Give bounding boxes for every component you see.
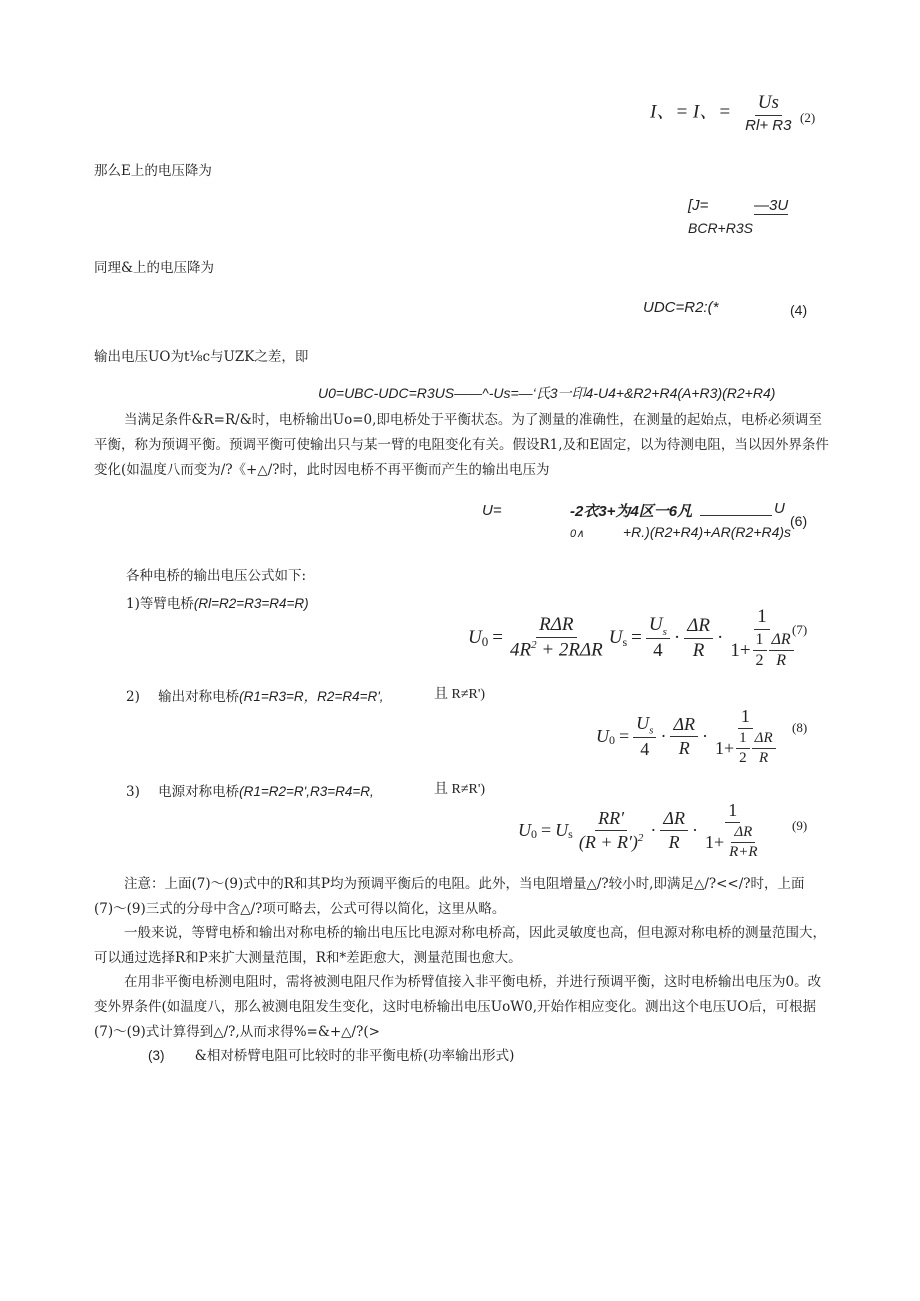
eq3-top-right: —3U bbox=[754, 197, 789, 214]
equation-8: U 0 = $\frac{U_s}{4}$ · $\frac{\Delta R}{R}$ · 1 1+ $\frac{1}{2}$ $\frac{\Delta R}{R}$ bbox=[596, 706, 779, 767]
item3-condition-2: 且 R≠R') bbox=[434, 782, 486, 797]
item2-condition: (R1=R3=R，R2=R4=R', bbox=[239, 689, 384, 704]
eq6-top: -2衣3+为4区一6凡 bbox=[570, 503, 693, 520]
eq8-number: (8) bbox=[792, 720, 808, 735]
section-3-heading bbox=[148, 1044, 514, 1064]
item3-num: 3) bbox=[126, 784, 140, 800]
eq9-number: (9) bbox=[792, 818, 808, 833]
paragraph-balance: 当满足条件&R=R/&时，电桥输出Uo=0,即电桥处于平衡状态。为了测量的准确性，在测量的起始点，电桥必须调至平衡，称为预调平衡。预调平衡可使输出只与某一臂的电阻变化有关。假设R1,及和E固定，以为待测电阻，当以因外界条件变化(如温度八而变为/?《+△/?时，此时因电桥不再平衡而产生的输出电压为 bbox=[94, 412, 829, 478]
eq7-number: (7) bbox=[792, 622, 808, 637]
section-3-title: &相对桥臂电阻可比较时的非平衡电桥(功率输出形式) bbox=[194, 1048, 515, 1064]
section-3-number: (3) bbox=[148, 1048, 165, 1063]
item-source-symmetric-bridge bbox=[126, 780, 374, 800]
text-voltage-drop-amp: 同理&上的电压降为 bbox=[94, 260, 215, 276]
eq6-bottom-left: 0∧ bbox=[570, 528, 585, 540]
equation-7: U 0 = $\frac{\text{RΔR}}{4R^2 + 2R\Delta R}$ U s = $\frac{U_s}{4}$ · $\frac{\Delta R}{R}$ · 1 1+ $\frac{1}{2}$ $\frac{\Delta R}{R}$ bbox=[468, 606, 797, 670]
item-output-symmetric-bridge bbox=[126, 685, 384, 705]
eq6-fraction-line bbox=[700, 515, 772, 516]
item2-condition-2: 且 R≠R') bbox=[434, 687, 486, 702]
item1-condition: (Rl=R2=R3=R4=R) bbox=[193, 596, 309, 611]
item-equal-arm-bridge bbox=[126, 592, 309, 612]
text-bridge-formulas: 各种电桥的输出电压公式如下: bbox=[126, 568, 307, 584]
eq3-top: [J= bbox=[688, 197, 709, 214]
eq6-top-right: U bbox=[774, 500, 785, 517]
equation-9: U 0 = U s $\frac{RR'}{(R + R')^2}$ · $\frac{\Delta R}{R}$ · 1 1+ $\frac{\Delta R}{R+R}$ bbox=[518, 800, 758, 860]
eq5: U0=UBC-UDC=R3US——^-Us=—‘氏3一印4-U4+&R2+R4(A+R3)(R2+R4) bbox=[318, 385, 776, 401]
eq2-numerator: Us bbox=[755, 92, 782, 116]
eq6-lhs: U= bbox=[482, 502, 502, 519]
eq6-bottom: +R.)(R2+R4)+AR(R2+R4)s bbox=[623, 524, 792, 540]
text-voltage-drop-e: 那么E上的电压降为 bbox=[94, 163, 212, 179]
paragraph-measurement: 在用非平衡电桥测电阻时，需将被测电阻尺作为桥臂值接入非平衡电桥，并进行预调平衡，这时电桥输出电压为0。改变外界条件(如温度八，那么被测电阻发生变化，这时电桥输出电压UoW0,开始作相应变化。测出这个电压UO后，可根据(7)〜(9)式计算得到△/?,从而求得%=&+△/?(> bbox=[94, 974, 822, 1040]
eq2-lhs: I、= I、= bbox=[650, 101, 732, 123]
eq4: UDC=R2:(* bbox=[643, 299, 719, 316]
eq3-bottom: BCR+R3S bbox=[688, 220, 753, 236]
paragraph-note: 注意：上面(7)〜(9)式中的R和其P均为预调平衡后的电阻。此外，当电阻增量△/?较小时,即满足△/?<</?时，上面(7)〜(9)三式的分母中含△/?项可略去，公式可得以简化，这里从略。 bbox=[94, 876, 805, 917]
eq2-number: (2) bbox=[800, 110, 816, 125]
item2-num: 2) bbox=[126, 689, 140, 705]
item3-label: 电源对称电桥 bbox=[158, 784, 240, 800]
text-output-voltage: 输出电压UO为t⅛c与UZK之差，即 bbox=[94, 349, 309, 365]
item2-label: 输出对称电桥 bbox=[158, 689, 240, 705]
equation-2 bbox=[650, 92, 794, 134]
eq2-denominator: Rl+ R3 bbox=[745, 117, 792, 134]
paragraph-sensitivity: 一般来说，等臂电桥和输出对称电桥的输出电压比电源对称电桥高，因此灵敏度也高，但电源对称电桥的测量范围大，可以通过选择R和P来扩大测量范围，R和*差距愈大，测量范围也愈大。 bbox=[94, 925, 826, 966]
eq4-number: (4) bbox=[790, 302, 808, 318]
item1-label: 1)等臂电桥 bbox=[126, 596, 194, 612]
eq6-number: (6) bbox=[790, 513, 808, 529]
item3-condition: (R1=R2=R',R3=R4=R, bbox=[239, 784, 374, 799]
